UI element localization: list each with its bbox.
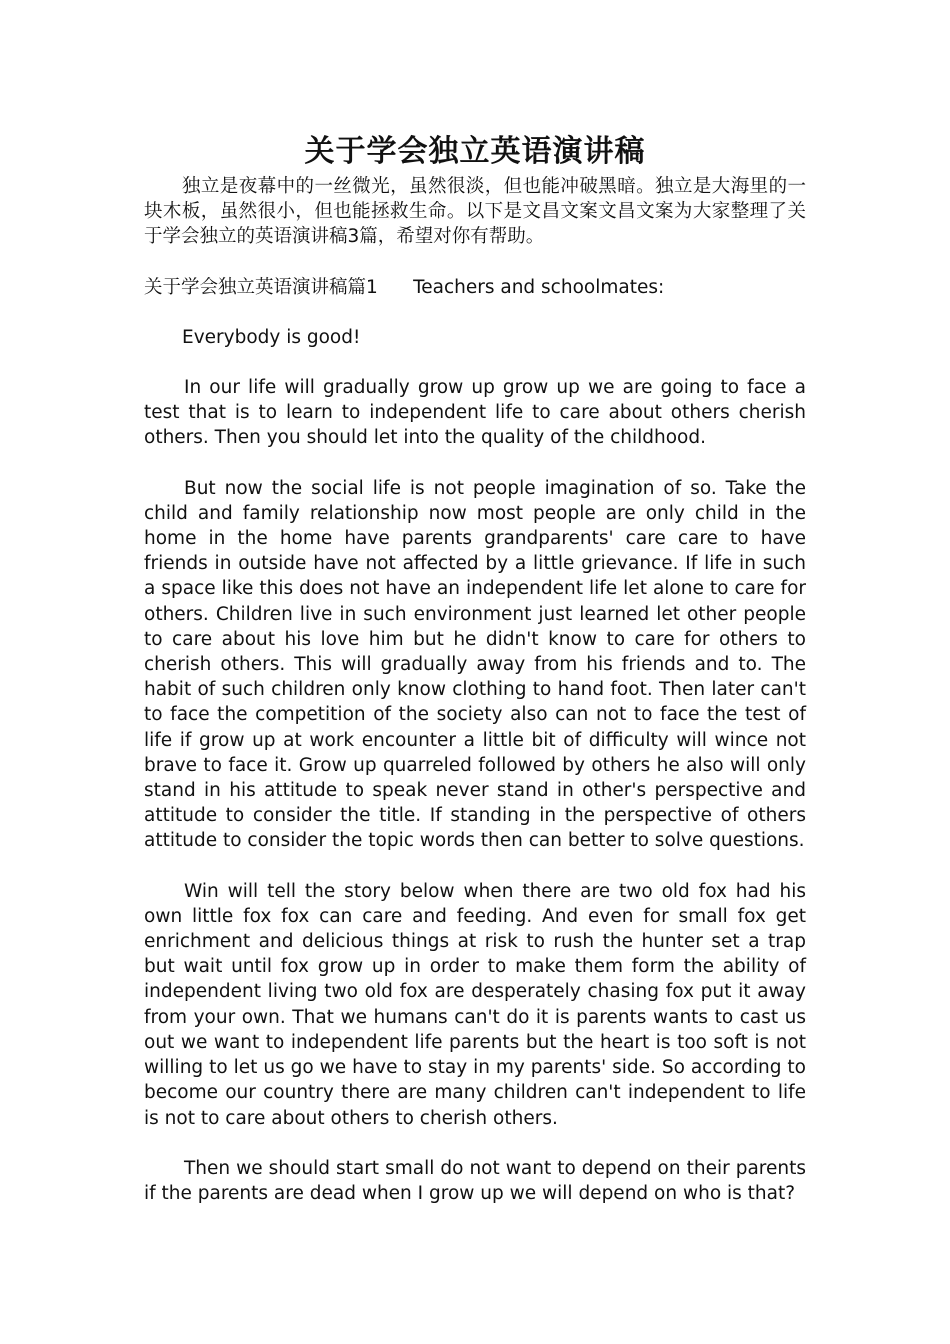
body-paragraph-2: But now the social life is not people imagination of so. Take the child and family relationship now most people are only child in the home in the home have parents grandparents' care care to have friends in outside have not affected by a little grievance. If life in such a space like this does not have an independent life let alone to care for others. Children live in such environment just learned let other people to care about his love him but he didn't know to care for others to cherish others. This will gradually away from his friends and to. The habit of such children only know clothing to hand foot. Then later can't to face the competition of the society also can not to face the test of life if grow up at work encounter a little bit of difficulty will wince not brave to face it. Grow up quarreled followed by others he also will only stand in his attitude to speak never stand in other's perspective and attitude to consider the title. If standing in the perspective of others attitude to consider the topic words then can better to solve questions. [144,477,806,852]
section-heading-line [144,275,806,300]
body-paragraph-4: Then we should start small do not want to depend on their parents if the parents are dead when I grow up we will depend on who is that? [144,1157,806,1204]
body-paragraph-3: Win will tell the story below when there are two old fox had his own little fox fox can care and feeding. And even for small fox get enrichment and delicious things at risk to rush the hunter set a trap but wait until fox grow up in order to make them form the ability of independent living two old fox are desperately chasing fox put it away from your own. That we humans can't do it is parents wants to cast us out we want to independent life parents but the heart is too soft is not willing to let us go we have to stay in my parents' side. So according to become our country there are many children can't independent to life is not to care about others to cherish others. [144,880,806,1129]
salutation: Teachers and schoolmates: [413,276,665,298]
greeting: Everybody is good! [182,326,361,348]
document-title: 关于学会独立英语演讲稿 [304,134,646,169]
intro-paragraph: 独立是夜幕中的一丝微光，虽然很淡，但也能冲破黑暗。独立是大海里的一块木板，虽然很小，但也能拯救生命。以下是文昌文案文昌文案为大家整理了关于学会独立的英语演讲稿3篇，希望对你有帮助。 [144,176,806,248]
body-paragraph-1: In our life will gradually grow up grow up we are going to face a test that is to learn to independent life to care about others cherish others. Then you should let into the quality of the childhood. [144,377,806,449]
document-page [144,130,806,1206]
section-heading: 关于学会独立英语演讲稿篇1 [144,276,378,298]
